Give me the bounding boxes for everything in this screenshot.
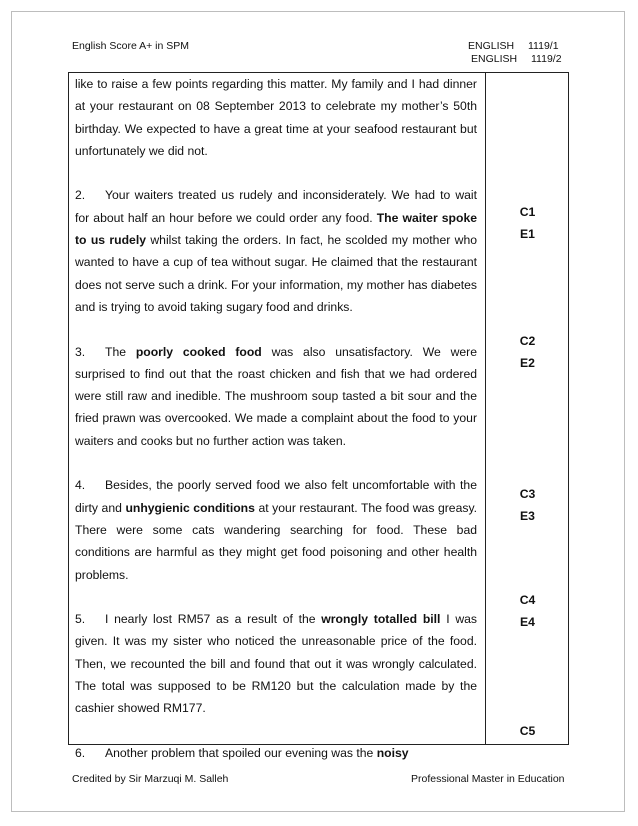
expression-code: E4 — [520, 615, 535, 629]
answer-table — [68, 72, 569, 760]
paragraph-1: like to raise a few points regarding this matter. My family and I had dinner at your restaurant on 08 September 2013 to celebrate my mother’s 50th birthday. We expected to have a great time at your seafood restaurant but unfortunately we did not. — [75, 77, 477, 158]
paper-code-row: ENGLISH 1119/1 — [468, 40, 559, 52]
header-title: English Score A+ in SPM — [72, 40, 190, 52]
letter-body — [75, 73, 477, 787]
expression-code: E2 — [520, 356, 535, 370]
point-bold: wrongly totalled bill — [321, 612, 441, 627]
footer-title: Professional Master in Education — [411, 773, 565, 785]
footer-credit: Credited by Sir Marzuqi M. Salleh — [72, 773, 229, 785]
paper-code-row: ENGLISH 1119/2 — [471, 53, 562, 65]
point-bold: poorly cooked food — [135, 344, 262, 359]
content-code: C3 — [519, 487, 536, 501]
paragraph-6: 6. Another problem that spoiled our evening was the noisy — [75, 745, 409, 760]
point-bold: The waiter spoke to us rudely — [75, 210, 477, 248]
content-code: C2 — [519, 334, 536, 348]
expression-code: E1 — [520, 227, 535, 241]
content-code: C4 — [519, 593, 536, 607]
content-code: C1 — [519, 205, 536, 219]
content-code: C5 — [519, 724, 536, 738]
point-bold: unhygienic conditions — [125, 500, 255, 515]
paragraph-4: 4. Besides, the poorly served food we also felt uncomfortable with the dirty and unhygienic conditions at your restaurant. The food was greasy. There were some cats wandering searching for food. These bad conditions are harmful as they might get food poisoning and other health problems. — [75, 478, 478, 582]
expression-code: E3 — [520, 509, 535, 523]
paragraph-3: 3. The poorly cooked food was also unsatisfactory. We were surprised to find out that the roast chicken and fish that we had ordered were still raw and inedible. The mushroom soup tasted a bit sour and the fried prawn was overcooked. We made a complaint about the food to your waiters and cooks but no further action was taken. — [75, 344, 477, 448]
header-paper-codes — [468, 40, 568, 66]
paragraph-5: 5. I nearly lost RM57 as a result of the wrongly totalled bill I was given. It was my sister who noticed the unreasonable price of the food. Then, we recounted the bill and found that out it was wrongly calculated. The total was supposed to be RM120 but the calculation made by the cashier showed RM177. — [75, 612, 477, 716]
paragraph-2: 2. Your waiters treated us rudely and inconsiderately. We had to wait for about half an hour before we could order any food. The waiter spoke to us rudely whilst taking the orders. In fact, he scolded my mother who wanted to have a cup of tea without sugar. He claimed that the restaurant does not serve such a drink. For your information, my mother has diabetes and is trying to avoid taking sugary food and drinks. — [75, 188, 477, 314]
point-bold: noisy — [376, 745, 409, 760]
column-divider — [485, 73, 486, 744]
